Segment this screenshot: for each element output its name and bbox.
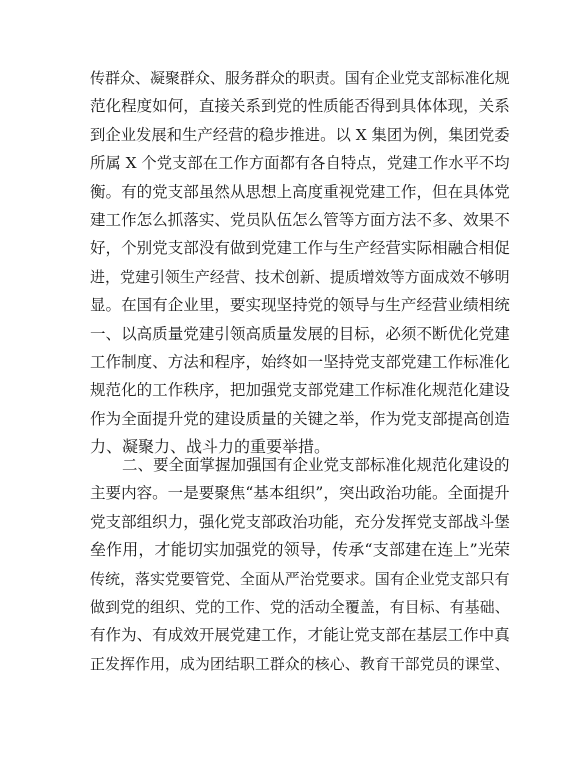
text-line: 建工作怎么抓落实、党员队伍怎么管等方面方法不多、效果不 (90, 210, 510, 229)
paragraph-1 (90, 64, 510, 461)
text-line: 衡。有的党支部虽然从思想上高度重视党建工作，但在具体党 (90, 182, 510, 201)
text-line: 工作制度、方法和程序，始终如一坚持党支部党建工作标准化 (90, 352, 510, 371)
text-line: 正发挥作用，成为团结职工群众的核心、教育干部党员的课堂、 (90, 654, 510, 673)
text-line: 传统，落实党要管党、全面从严治党要求。国有企业党支部只有 (90, 569, 510, 588)
text-line: 规范化的工作秩序，把加强党支部党建工作标准化规范化建设 (90, 381, 510, 400)
text-line: 一、以高质量党建引领高质量发展的目标，必须不断优化党建 (90, 324, 510, 343)
text-line: 进，党建引领生产经营、技术创新、提质增效等方面成效不够明 (90, 267, 510, 286)
text-line: 作为全面提升党的建设质量的关键之举，作为党支部提高创造 (90, 409, 510, 428)
text-line: 垒作用，才能切实加强党的领导，传承“支部建在连上”光荣 (90, 540, 510, 560)
text-line: 所属 X 个党支部在工作方面都有各自特点，党建工作水平不均 (90, 154, 510, 173)
text-line: 范化程度如何，直接关系到党的性质能否得到具体体现，关系 (90, 97, 510, 116)
text-line: 二、要全面掌握加强国有企业党支部标准化规范化建设的 (122, 456, 510, 474)
text-line: 传群众、凝聚群众、服务群众的职责。国有企业党支部标准化规 (90, 69, 510, 87)
text-line: 有作为、有成效开展党建工作，才能让党支部在基层工作中真 (90, 626, 510, 645)
paragraph-2 (90, 451, 510, 678)
text-line: 做到党的组织、党的工作、党的活动全覆盖，有目标、有基础、 (90, 597, 510, 616)
text-line: 主要内容。一是要聚焦“基本组织”，突出政治功能。全面提升 (90, 484, 510, 503)
text-line: 力、凝聚力、战斗力的重要举措。 (90, 437, 331, 457)
text-line: 好，个别党支部没有做到党建工作与生产经营实际相融合相促 (90, 239, 510, 258)
text-line: 显。在国有企业里，要实现坚持党的领导与生产经营业绩相统 (90, 296, 510, 315)
text-line: 到企业发展和生产经营的稳步推进。以 X 集团为例，集团党委 (90, 125, 510, 144)
text-line: 党支部组织力，强化党支部政治功能，充分发挥党支部战斗堡 (90, 512, 510, 531)
